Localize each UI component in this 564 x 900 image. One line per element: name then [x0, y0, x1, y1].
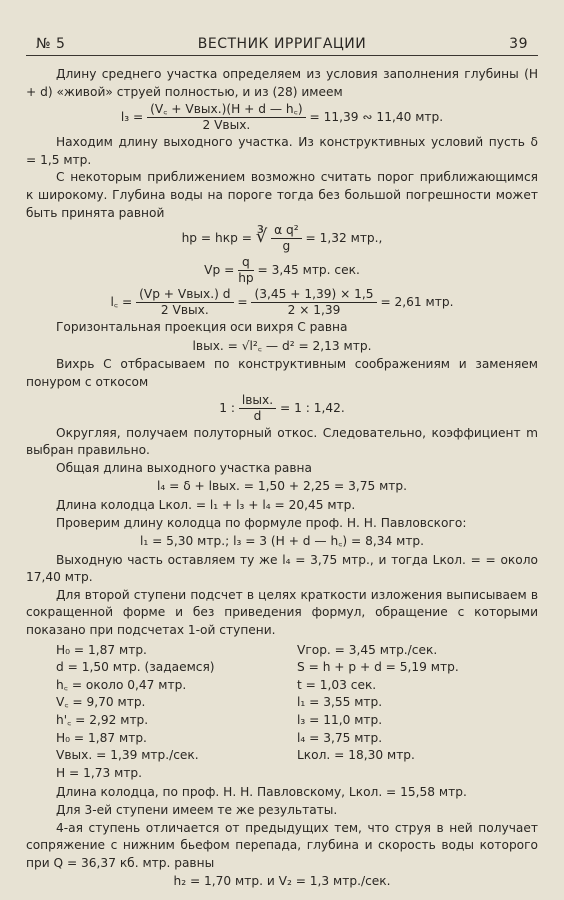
- equation-h2-v2: h₂ = 1,70 мтр. и V₂ = 1,3 мтр./сек.: [173, 874, 391, 889]
- paragraph: С некоторым приближением возможно считать порог приближающимся к широкому. Глубина воды на пороге тогда без большой погрешности может быть принята равной: [26, 170, 538, 220]
- paragraph: Для второй ступени подсчет в целях краткости изложения выписываем в сокращенной форме и без приведения формул, обращение с которыми показано при подсчетах 1-ой ступени.: [26, 587, 538, 638]
- paragraph: Общая длина выходного участка равна: [56, 460, 312, 475]
- value-row: H₀ = 1,87 мтр.: [56, 730, 147, 745]
- second-stage-values: [56, 642, 538, 783]
- paragraph: Проверим длину колодца по формуле проф. Н. Н. Павловского:: [56, 515, 467, 530]
- running-header: [26, 36, 538, 54]
- equation-hp: hр = hкр = ∛ $\frac{\text{α q²}}{g}$ = 1,32 мтр.,: [181, 223, 383, 254]
- paragraph: Длина колодца, по проф. Н. Н. Павловскому, Lкол. = 15,58 мтр.: [56, 785, 467, 800]
- values-right-column: [297, 642, 538, 783]
- paragraph: Округляя, получаем полуторный откос. Следовательно, коэффициент m выбран правильно.: [26, 425, 538, 458]
- paragraph: Находим длину выходного участка. Из конструктивных условий пусть δ = 1,5 мтр.: [26, 135, 538, 167]
- value-row: l₁ = 3,55 мтр.: [297, 695, 383, 710]
- value-row: Vвых. = 1,39 мтр./сек.: [56, 748, 199, 763]
- value-row: l₄ = 3,75 мтр.: [297, 730, 383, 745]
- value-row: H₀ = 1,87 мтр.: [56, 642, 147, 657]
- value-row: S = h + p + d = 5,19 мтр.: [297, 660, 459, 675]
- value-row: h'꜀ = 2,92 мтр.: [56, 713, 149, 728]
- paragraph: Длина колодца Lкол. = l₁ + l₃ + l₄ = 20,45 мтр.: [56, 497, 356, 512]
- paragraph: Для 3-ей ступени имеем те же результаты.: [56, 803, 338, 817]
- equation-vp: Vр = $\frac{q}{hр}$ = 3,45 мтр. сек.: [204, 255, 360, 286]
- value-row: H = 1,73 мтр.: [56, 765, 143, 780]
- value-row: d = 1,50 мтр. (задаемся): [56, 660, 215, 675]
- paragraph: Выходную часть оставляем ту же l₄ = 3,75 мтр., и тогда Lкол. = = около 17,40 мтр.: [26, 552, 538, 585]
- value-row: h꜀ = около 0,47 мтр.: [56, 677, 187, 692]
- equation-l3: l₃ = $\frac{\text{(V꜀ + Vвых.)(H + d — h꜀)}}{\text{2 Vвых.}}$ = 11,39 ∾ 11,40 мтр.: [120, 102, 444, 133]
- value-row: Vгор. = 3,45 мтр./сек.: [297, 642, 438, 657]
- page-number: 39: [509, 36, 528, 52]
- paragraph: 4-ая ступень отличается от предыдущих тем, что струя в ней получает сопряжение с нижним бьефом перепада, глубина и скорость воды которого при Q = 36,37 кб. мтр. равны: [26, 820, 538, 870]
- journal-title: ВЕСТНИК ИРРИГАЦИИ: [197, 36, 367, 52]
- article-body: [26, 66, 538, 892]
- value-row: t = 1,03 сек.: [297, 677, 377, 692]
- equation-lc: l꜀ = $\frac{\text{(Vр + Vвых.) d}}{\text{2 Vвых.}}$ = $\frac{(3,45 + 1,39) \times 1,5}{2 \times 1,39}$ = 2,61 мтр.: [110, 287, 454, 318]
- equation-l1-l3: l₁ = 5,30 мтр.; l₃ = 3 (H + d — h꜀) = 8,34 мтр.: [139, 534, 425, 549]
- paragraph: Вихрь C отбрасываем по конструктивным соображениям и заменяем понуром с откосом: [26, 357, 538, 389]
- value-row: Lкол. = 18,30 мтр.: [297, 748, 415, 763]
- paragraph: Горизонтальная проекция оси вихря C равна: [56, 320, 348, 335]
- issue-number: № 5: [36, 36, 66, 52]
- values-left-column: [56, 642, 297, 783]
- value-row: l₃ = 11,0 мтр.: [297, 713, 383, 728]
- header-rule: [26, 55, 538, 56]
- equation-l4: l₄ = δ + lвых. = 1,50 + 2,25 = 3,75 мтр.: [157, 479, 407, 494]
- equation-lvyh: lвых. = √l²꜀ — d² = 2,13 мтр.: [192, 338, 372, 353]
- equation-slope: 1 : $\frac{\text{lвых.}}{d}$ = 1 : 1,42.: [219, 392, 345, 423]
- value-row: V꜀ = 9,70 мтр.: [56, 695, 146, 710]
- paragraph: Длину среднего участка определяем из условия заполнения глубины (H + d) «живой» струей полностью, и из (28) имеем: [26, 67, 538, 99]
